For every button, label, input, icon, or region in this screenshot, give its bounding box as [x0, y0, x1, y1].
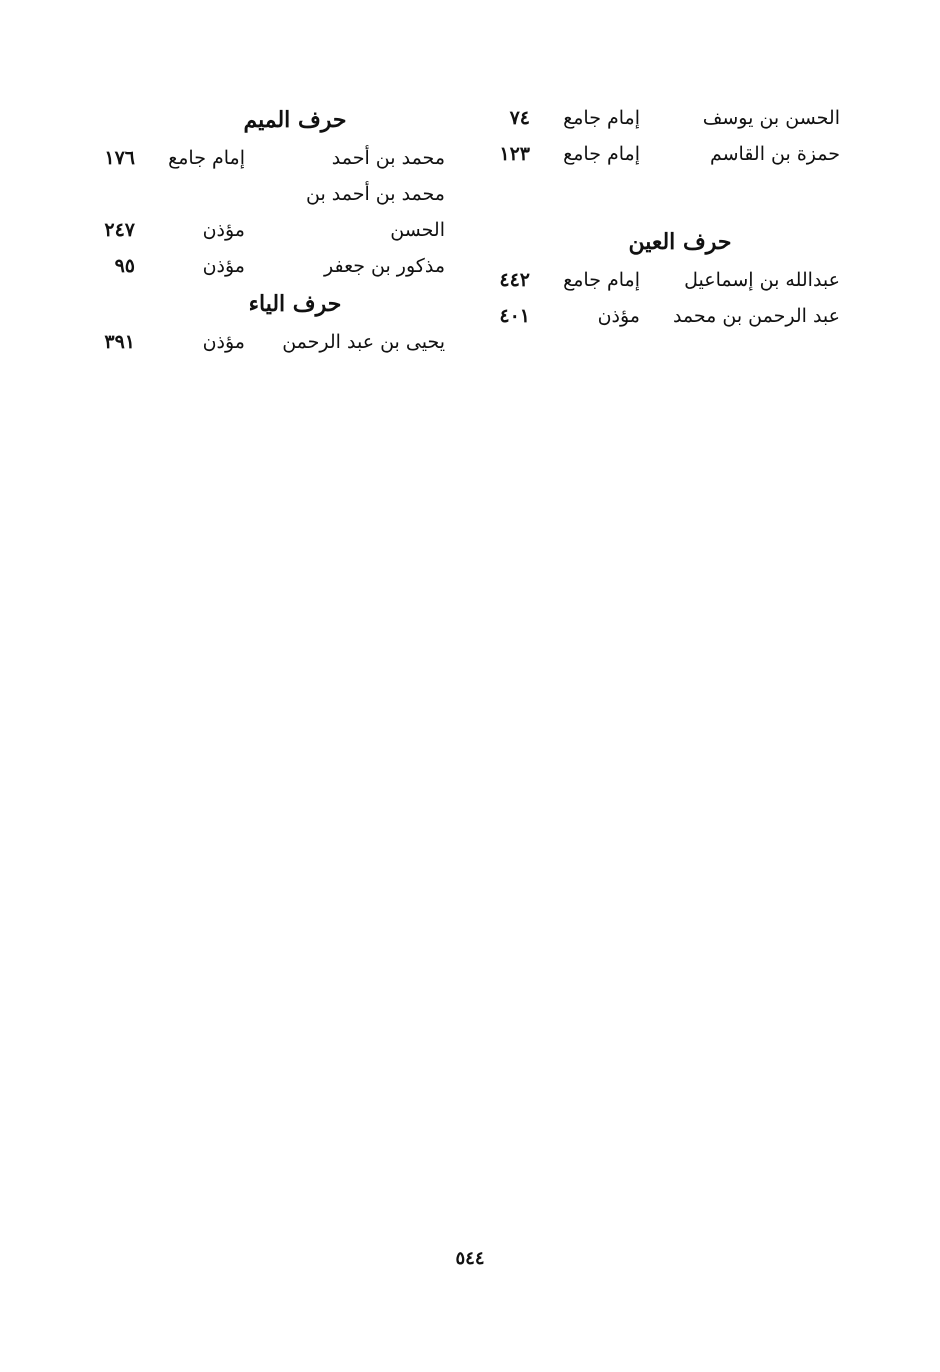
list-item [65, 212, 445, 248]
entry-role: مؤذن [202, 331, 245, 353]
entry-name: عبدالله بن إسماعيل [684, 269, 840, 291]
entry-number: ٤٤٢ [499, 269, 530, 291]
list-item [65, 248, 445, 284]
list-item [65, 176, 445, 212]
section-heading-ya: حرف الياء [248, 291, 342, 317]
list-item [460, 136, 840, 172]
entry-name: حمزة بن القاسم [709, 143, 840, 165]
entry-name: يحيى بن عبد الرحمن [282, 331, 445, 353]
entry-name: الحسن بن يوسف [702, 107, 840, 129]
list-item [65, 140, 445, 176]
left-column [65, 100, 445, 360]
entry-number: ٩٥ [114, 255, 135, 277]
page-number: ٥٤٤ [455, 1248, 485, 1269]
entry-number: ١٧٦ [104, 147, 135, 169]
entry-name: مذكور بن جعفر [323, 255, 445, 277]
entry-number: ٧٤ [509, 107, 530, 129]
list-item [460, 298, 840, 334]
entry-role: إمام جامع [168, 147, 245, 169]
right-column [460, 100, 840, 334]
entry-name: الحسن [390, 219, 445, 241]
entry-number: ١٢٣ [499, 143, 530, 165]
section-heading-ain: حرف العين [628, 229, 732, 255]
entry-name: محمد بن أحمد بن [305, 183, 445, 205]
entry-name: محمد بن أحمد [331, 147, 445, 169]
entry-number: ٢٤٧ [104, 219, 135, 241]
entry-role: إمام جامع [563, 107, 640, 129]
section-heading-mim: حرف الميم [243, 107, 347, 133]
entry-role: إمام جامع [563, 143, 640, 165]
spacer [460, 172, 840, 222]
entry-role: مؤذن [202, 255, 245, 277]
entry-role: مؤذن [202, 219, 245, 241]
entry-name: عبد الرحمن بن محمد [672, 305, 840, 327]
list-item [460, 262, 840, 298]
entry-number: ٤٠١ [499, 305, 530, 327]
entry-role: مؤذن [597, 305, 640, 327]
list-item [460, 100, 840, 136]
entry-number: ٣٩١ [104, 331, 135, 353]
list-item [65, 324, 445, 360]
entry-role: إمام جامع [563, 269, 640, 291]
